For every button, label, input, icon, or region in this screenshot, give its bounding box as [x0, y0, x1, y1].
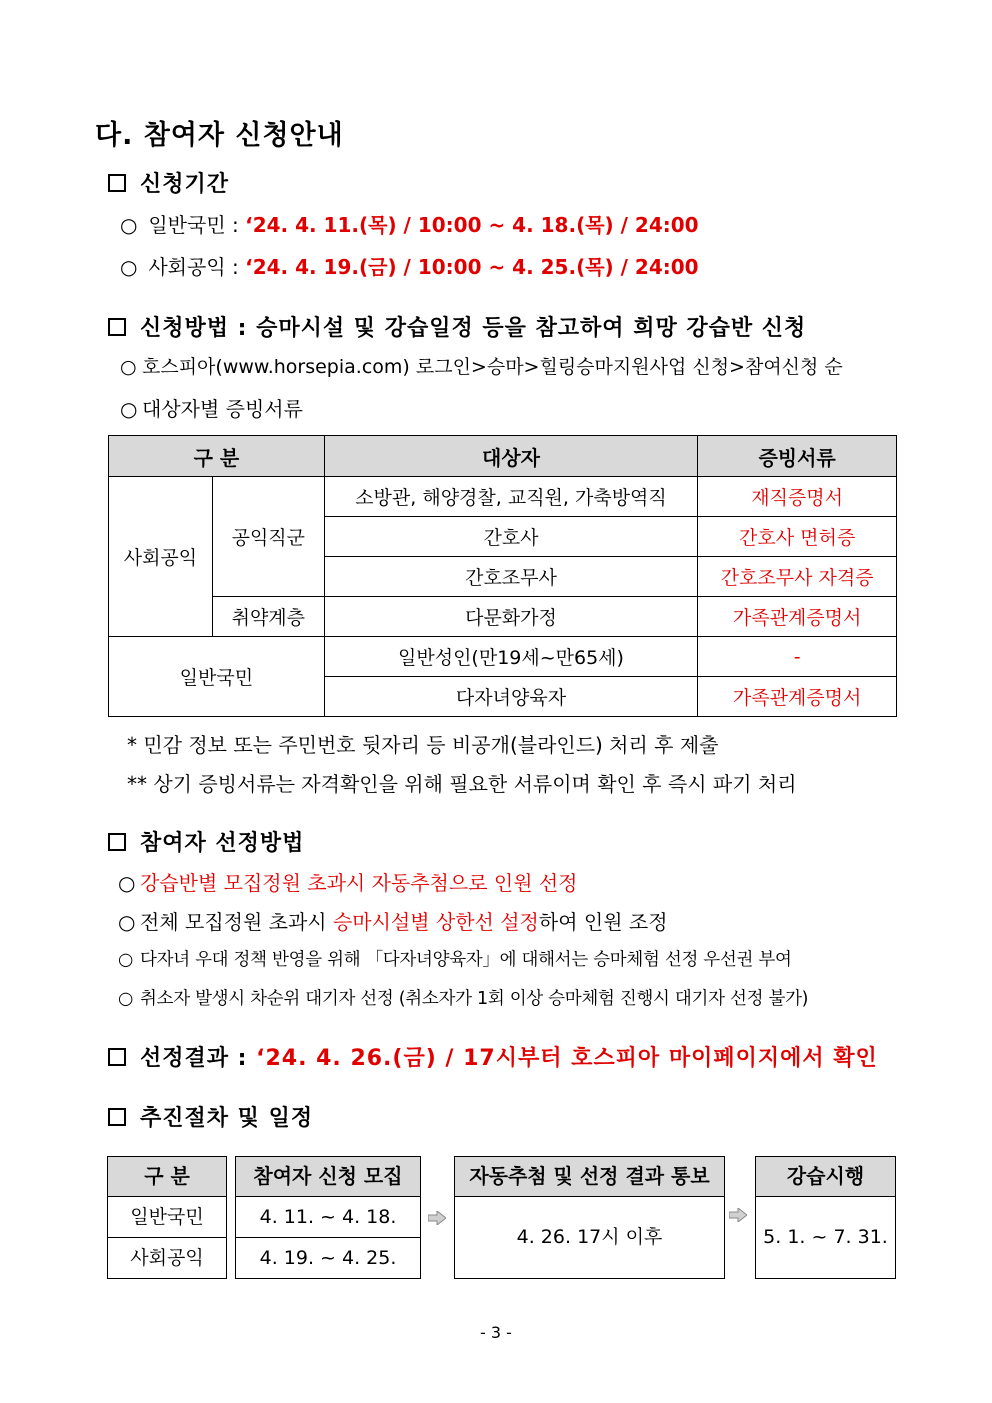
header-target: 대상자: [324, 436, 698, 477]
circle-bullet-icon: ○: [120, 255, 138, 279]
circle-bullet-icon: ○: [118, 950, 133, 970]
document-cell: -: [698, 637, 897, 677]
checkbox-icon: [108, 1048, 126, 1066]
arrow-right-icon: [428, 1211, 446, 1225]
document-cell: 간호조무사 자격증: [698, 557, 897, 597]
target-cell: 간호조무사: [324, 557, 698, 597]
arrow-right-icon: [729, 1208, 747, 1222]
circle-bullet-icon: ○: [118, 989, 133, 1009]
process-draw-header: 자동추첨 및 선정 결과 통보: [455, 1157, 724, 1197]
selection-item-1: ○ 강습반별 모집정원 초과시 자동추첨으로 인원 선정: [118, 871, 578, 895]
process-lesson-box: [755, 1156, 896, 1279]
process-category-box: [107, 1156, 227, 1279]
process-heading: 추진절차 및 일정: [108, 1101, 313, 1132]
header-category: 구 분: [109, 436, 325, 477]
table-row: [109, 597, 897, 637]
group-vulnerable: 취약계층: [212, 597, 324, 637]
selection-item-2: ○ 전체 모집정원 초과시 승마시설별 상한선 설정하여 인원 조정: [118, 910, 668, 934]
group-public: 공익직군: [212, 477, 324, 597]
circle-bullet-icon: ○: [118, 910, 136, 934]
process-category-social: 사회공익: [130, 1247, 204, 1269]
method-heading: 신청방법 : 승마시설 및 강습일정 등을 참고하여 희망 강습반 신청: [108, 311, 806, 342]
checkbox-icon: [108, 1108, 126, 1126]
note-1: * 민감 정보 또는 주민번호 뒷자리 등 비공개(블라인드) 처리 후 제출: [127, 733, 719, 757]
circle-bullet-icon: ○: [120, 397, 138, 421]
table-row: [109, 477, 897, 517]
process-lesson-value: 5. 1. ~ 7. 31.: [763, 1226, 888, 1248]
document-cell: 가족관계증명서: [698, 677, 897, 717]
process-recruit-general: 4. 11. ~ 4. 18.: [236, 1197, 420, 1238]
document-table: [108, 435, 897, 717]
process-recruit-social: 4. 19. ~ 4. 25.: [259, 1247, 397, 1269]
process-category-header: 구 분: [108, 1157, 226, 1197]
period-item-social: ○ 사회공익 : ‘24. 4. 19.(금) / 10:00 ~ 4. 25.(목) / 24:00: [120, 255, 699, 279]
checkbox-icon: [108, 833, 126, 851]
result-line: 선정결과 : ‘24. 4. 26.(금) / 17시부터 호스피아 마이페이지에서 확인: [108, 1041, 878, 1072]
group-social: 사회공익: [109, 477, 213, 637]
process-category-general: 일반국민: [108, 1197, 226, 1238]
period-heading: 신청기간: [108, 167, 229, 198]
page-number: - 3 -: [480, 1323, 512, 1342]
checkbox-icon: [108, 318, 126, 336]
process-lesson-header: 강습시행: [756, 1157, 895, 1197]
target-cell: 다자녀양육자: [324, 677, 698, 717]
selection-item-3: ○ 다자녀 우대 정책 반영을 위해 「다자녀양육자」에 대해서는 승마체험 선정 우선권 부여: [118, 950, 792, 970]
target-cell: 다문화가정: [324, 597, 698, 637]
document-cell: 간호사 면허증: [698, 517, 897, 557]
target-cell: 소방관, 해양경찰, 교직원, 가축방역직: [324, 477, 698, 517]
target-cell: 간호사: [324, 517, 698, 557]
document-cell: 가족관계증명서: [698, 597, 897, 637]
circle-bullet-icon: ○: [118, 871, 136, 895]
method-item-1: ○ 호스피아(www.horsepia.com) 로그인>승마>힐링승마지원사업 신청>참여신청 순: [120, 356, 843, 378]
checkbox-icon: [108, 174, 126, 192]
circle-bullet-icon: ○: [120, 356, 137, 378]
group-general: 일반국민: [109, 637, 325, 717]
circle-bullet-icon: ○: [120, 213, 138, 237]
section-title: 다. 참여자 신청안내: [95, 120, 344, 151]
selection-item-4: ○ 취소자 발생시 차순위 대기자 선정 (취소자가 1회 이상 승마체험 진행시 대기자 선정 불가): [118, 989, 809, 1009]
period-item-general: ○ 일반국민 : ‘24. 4. 11.(목) / 10:00 ~ 4. 18.(목) / 24:00: [120, 213, 699, 237]
selection-heading: 참여자 선정방법: [108, 826, 304, 857]
document-cell: 재직증명서: [698, 477, 897, 517]
note-2: ** 상기 증빙서류는 자격확인을 위해 필요한 서류이며 확인 후 즉시 파기 처리: [127, 772, 797, 796]
process-recruit-header: 참여자 신청 모집: [236, 1157, 420, 1197]
target-cell: 일반성인(만19세~만65세): [324, 637, 698, 677]
process-recruit-box: [235, 1156, 421, 1279]
process-draw-value: 4. 26. 17시 이후: [516, 1226, 663, 1248]
header-document: 증빙서류: [698, 436, 897, 477]
method-item-2: ○ 대상자별 증빙서류: [120, 397, 303, 421]
table-row: [109, 637, 897, 677]
process-draw-box: [454, 1156, 725, 1279]
